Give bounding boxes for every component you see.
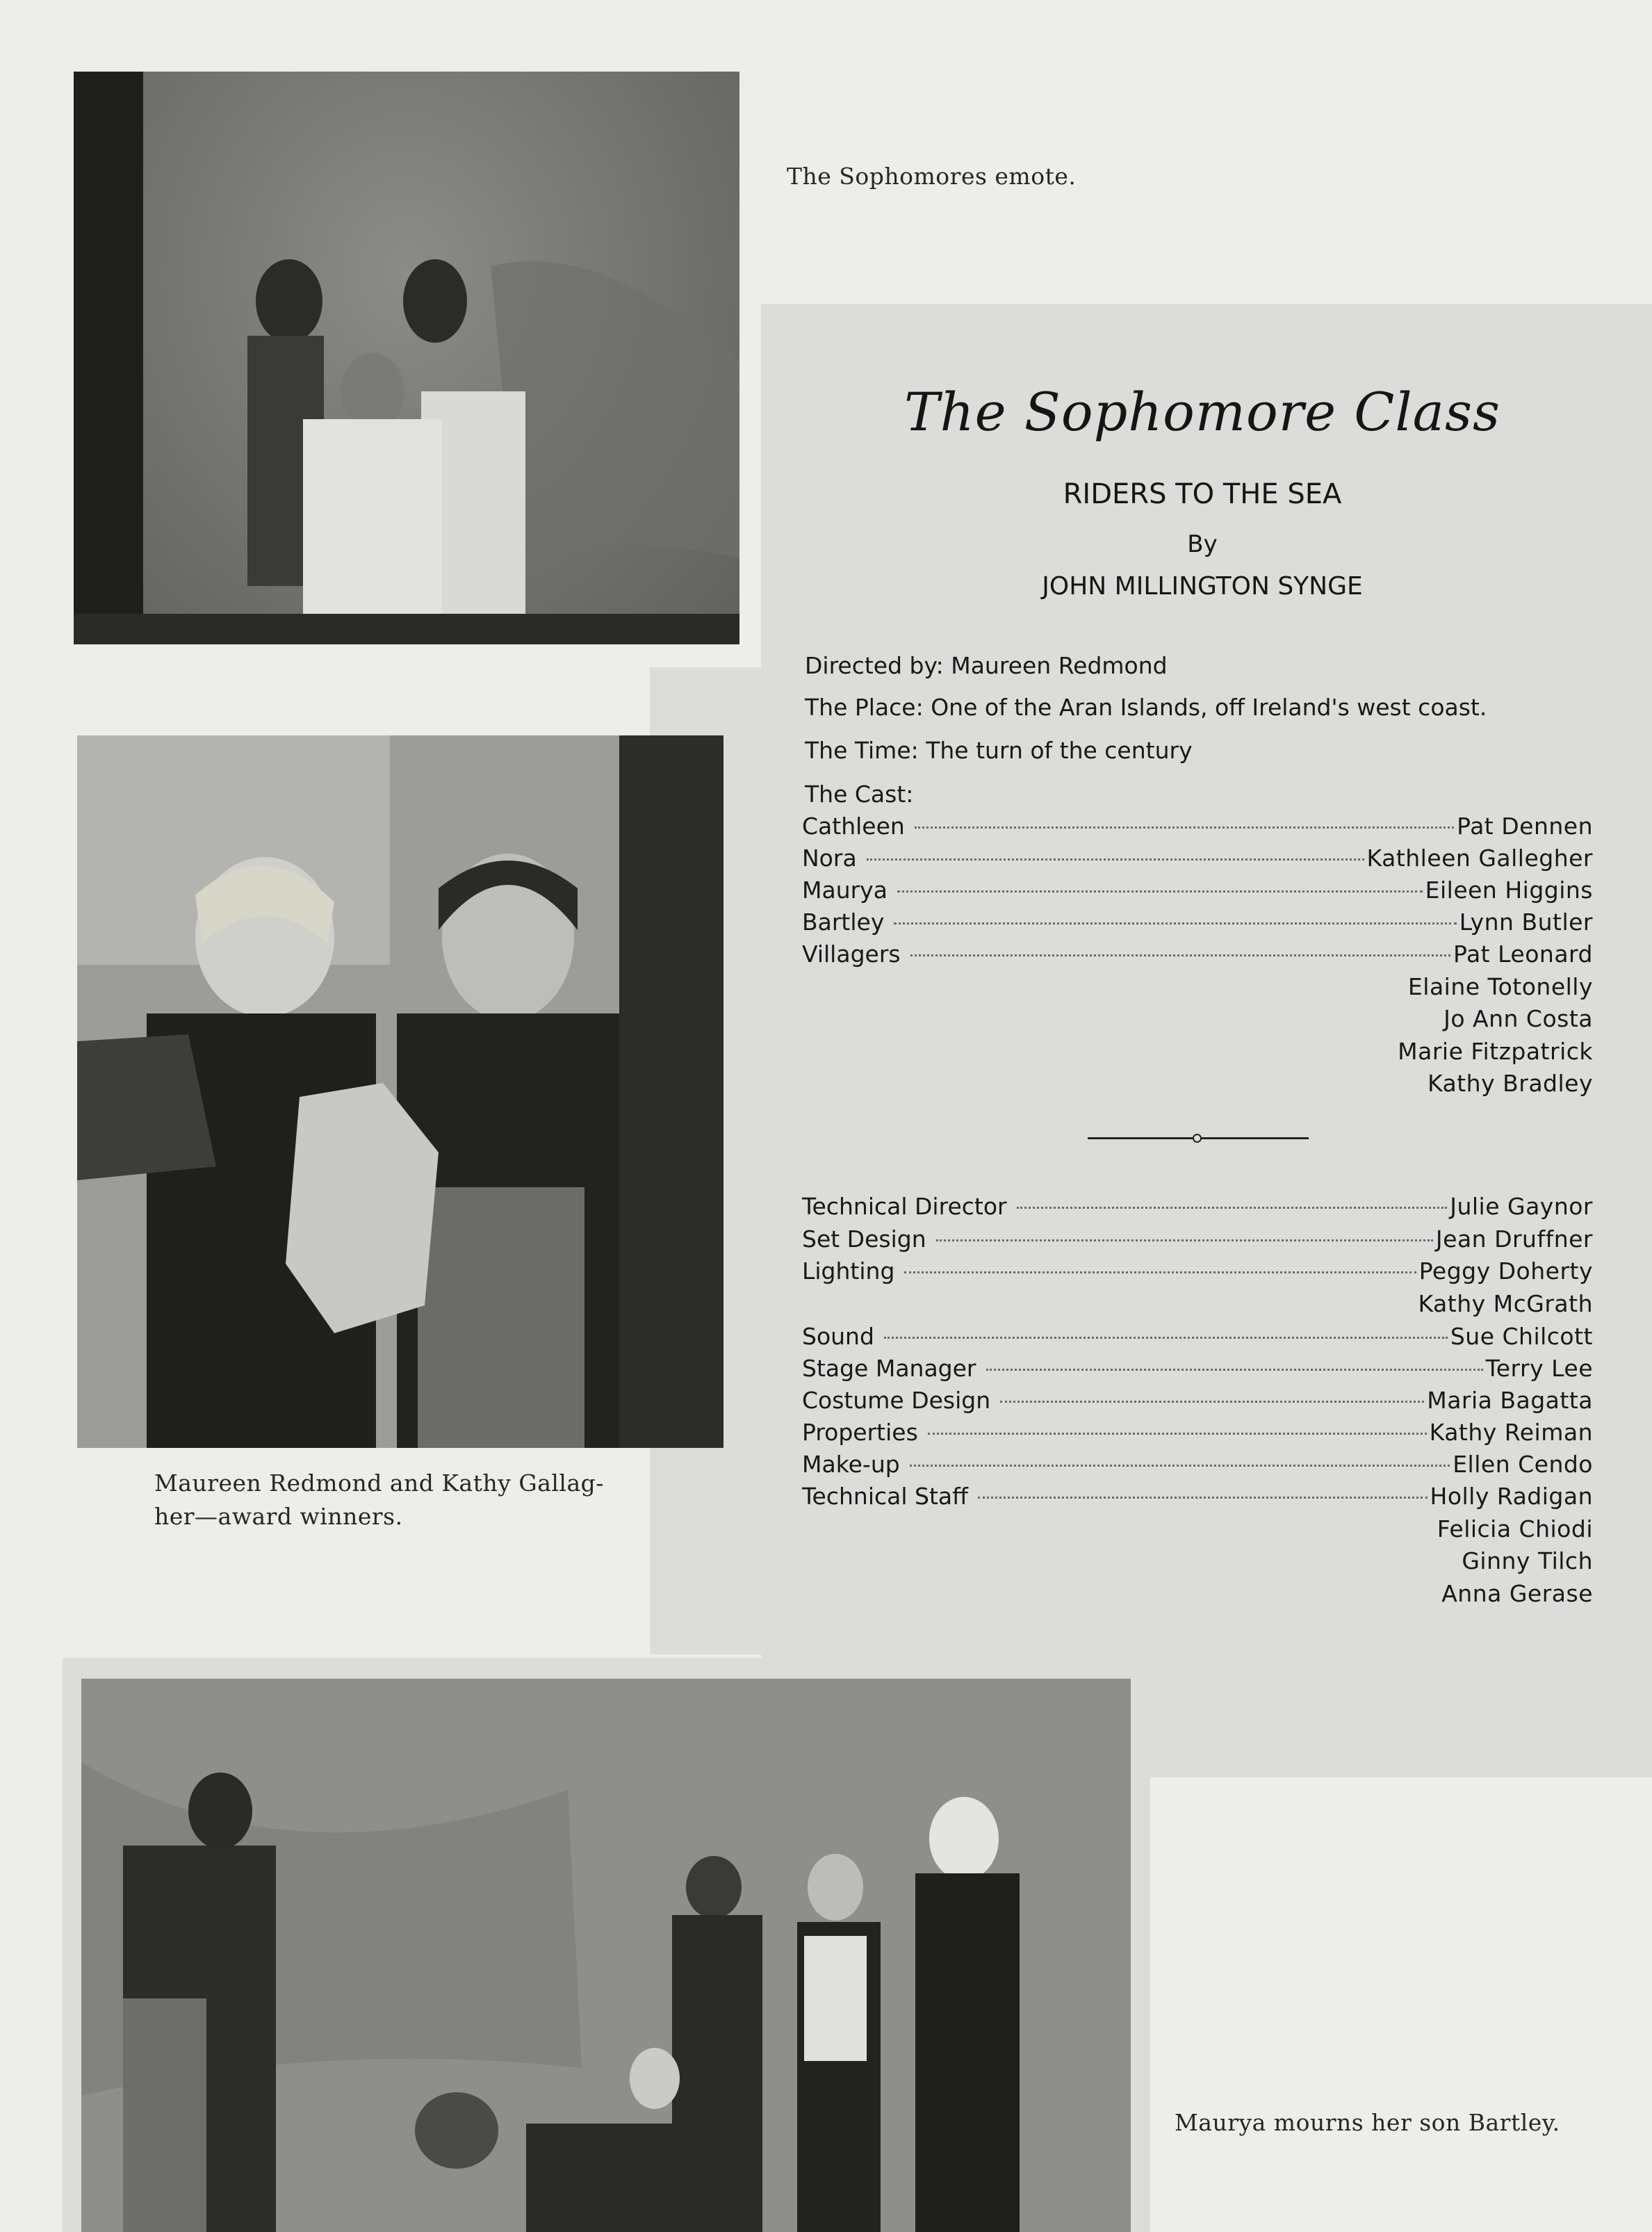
caption-top: The Sophomores emote. — [787, 163, 1077, 190]
leader-dots — [910, 1465, 1450, 1467]
staff-name: Felicia Chiodi — [1437, 1515, 1593, 1542]
crew-role: Lighting — [802, 1257, 895, 1285]
leader-dots — [910, 954, 1450, 956]
caption-middle-line1: Maureen Redmond and Kathy Gallag- — [154, 1469, 604, 1497]
cast-name: Pat Leonard — [1453, 940, 1593, 968]
cast-role: Bartley — [802, 909, 885, 936]
staff-name: Anna Gerase — [1441, 1580, 1593, 1607]
crew-row — [802, 1321, 1593, 1353]
cast-role: Nora — [802, 845, 857, 872]
crew-name: Peggy Doherty — [1418, 1257, 1593, 1285]
crew-name: Terry Lee — [1485, 1355, 1593, 1382]
crew-role: Costume Design — [802, 1387, 991, 1414]
crew-role: Set Design — [802, 1225, 926, 1253]
caption-bottom: Maurya mourns her son Bartley. — [1175, 2109, 1560, 2136]
leader-dots — [1000, 1401, 1424, 1403]
crew-name: Sue Chilcott — [1450, 1323, 1593, 1350]
caption-middle-line2: her—award winners. — [154, 1503, 403, 1530]
leader-dots — [928, 1433, 1427, 1435]
crew-name: Julie Gaynor — [1450, 1193, 1593, 1220]
crew-role: Properties — [802, 1419, 918, 1446]
the-time: The Time: The turn of the century — [805, 737, 1193, 764]
staff-name: Ginny Tilch — [1462, 1547, 1593, 1574]
crew-role: Technical Staff — [802, 1483, 968, 1510]
crew-row — [802, 1449, 1593, 1481]
crew-role: Make-up — [802, 1451, 900, 1478]
crew-row — [802, 1481, 1593, 1513]
crew-row — [802, 1353, 1593, 1385]
cast-role: Villagers — [802, 940, 901, 968]
cast-heading: The Cast: — [805, 781, 914, 808]
villager-name: Elaine Totonelly — [1407, 973, 1593, 1000]
cast-row — [802, 938, 1593, 970]
photo-sophomores-emote — [74, 72, 739, 644]
cast-row — [802, 810, 1593, 842]
the-place: The Place: One of the Aran Islands, off Ireland's west coast. — [805, 694, 1487, 721]
cast-row — [802, 842, 1593, 874]
leader-dots — [986, 1369, 1483, 1371]
leader-dots — [867, 858, 1364, 861]
by-line: By — [1187, 530, 1218, 558]
leader-dots — [894, 922, 1456, 924]
crew-row — [802, 1385, 1593, 1417]
cast-row — [802, 906, 1593, 938]
crew-row — [802, 1417, 1593, 1449]
crew-name: Ellen Cendo — [1453, 1451, 1593, 1478]
crew-role: Stage Manager — [802, 1355, 976, 1382]
crew-row — [802, 1191, 1593, 1223]
crew-name: Jean Druffner — [1435, 1225, 1593, 1253]
cast-row — [802, 874, 1593, 906]
crew-role: Sound — [802, 1323, 874, 1350]
photo-maurya-mourns — [81, 1679, 1131, 2232]
divider-ornament — [1193, 1134, 1202, 1143]
crew-name: Kathy McGrath — [1418, 1290, 1593, 1317]
leader-dots — [915, 826, 1454, 829]
crew-row — [802, 1223, 1593, 1255]
cast-name: Eileen Higgins — [1425, 877, 1593, 904]
crew-name: Maria Bagatta — [1427, 1387, 1593, 1414]
leader-dots — [884, 1337, 1448, 1339]
directed-by: Directed by: Maureen Redmond — [805, 652, 1168, 679]
play-title: RIDERS TO THE SEA — [1063, 478, 1342, 510]
crew-row — [802, 1255, 1593, 1287]
leader-dots — [978, 1497, 1428, 1499]
photo-award-winners — [77, 735, 723, 1448]
villager-name: Jo Ann Costa — [1444, 1005, 1593, 1032]
villager-name: Kathy Bradley — [1427, 1070, 1593, 1097]
leader-dots — [1017, 1207, 1448, 1209]
cast-name: Lynn Butler — [1459, 909, 1593, 936]
class-title: The Sophomore Class — [903, 381, 1500, 443]
cast-role: Maurya — [802, 877, 888, 904]
cast-name: Kathleen Gallegher — [1366, 845, 1593, 872]
crew-name: Kathy Reiman — [1429, 1419, 1593, 1446]
leader-dots — [936, 1239, 1433, 1241]
leader-dots — [904, 1271, 1416, 1273]
leader-dots — [897, 890, 1423, 893]
author-name: JOHN MILLINGTON SYNGE — [1042, 572, 1363, 601]
cast-role: Cathleen — [802, 813, 905, 840]
villager-name: Marie Fitzpatrick — [1398, 1038, 1593, 1065]
crew-name: Holly Radigan — [1430, 1483, 1593, 1510]
cast-name: Pat Dennen — [1457, 813, 1593, 840]
crew-role: Technical Director — [802, 1193, 1007, 1220]
